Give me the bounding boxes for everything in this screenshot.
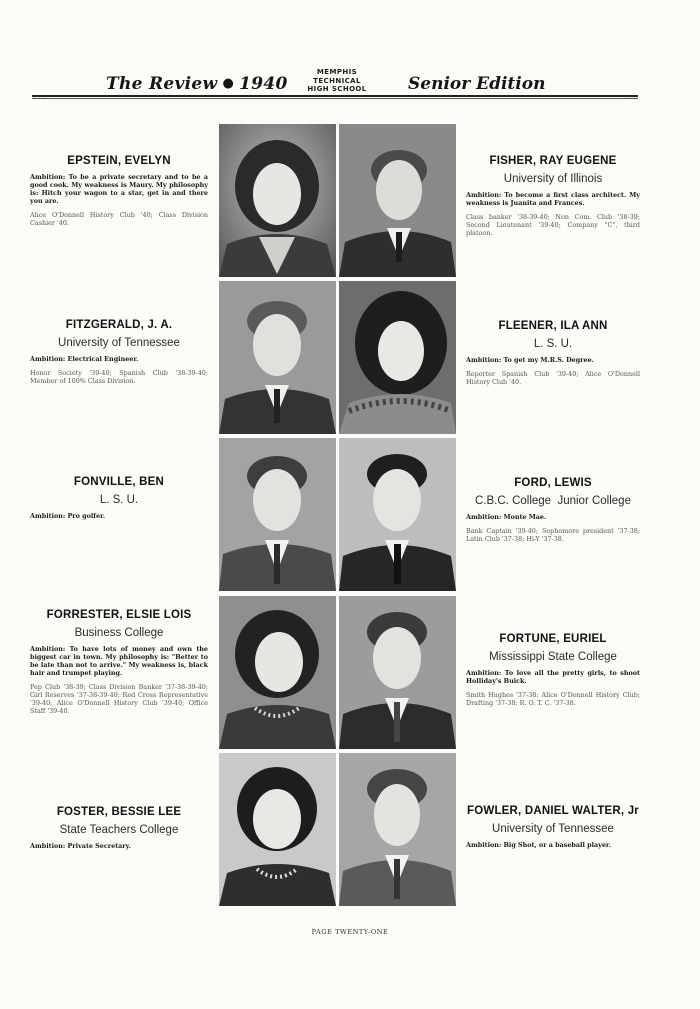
school-line-2: TECHNICAL xyxy=(313,76,361,85)
senior-activities: Reporter Spanish Club '39-40; Alice O'Donnell History Club '40. xyxy=(466,370,640,386)
senior-college: University of Tennessee xyxy=(492,823,614,835)
school-line-3: HIGH SCHOOL xyxy=(307,85,367,93)
senior-entry-fitzgerald xyxy=(30,319,208,385)
portrait-foster xyxy=(219,753,336,906)
portrait-fleener xyxy=(339,281,456,434)
senior-college: Mississippi State College xyxy=(489,651,617,663)
portrait-fonville xyxy=(219,438,336,591)
senior-activities: Pep Club '38-39; Class Division Banker '37-38-39-40; Girl Reserves '37-38-39-40; Red Cross Representative '39-40; Alice O'Donnell History Club '39-40; Office Staff '39-40. xyxy=(30,683,208,715)
senior-entry-foster xyxy=(30,806,208,850)
senior-name: FOWLER, DANIEL WALTER, Jr xyxy=(467,805,639,817)
senior-name: FORRESTER, ELSIE LOIS xyxy=(46,609,192,621)
page-number: PAGE TWENTY-ONE xyxy=(311,928,389,936)
senior-entry-epstein xyxy=(30,155,208,227)
senior-ambition: Ambition: To be a private secretary and to be a good cook. My weakness is Maury. My philosophy is: Hitch your wagon to a star, get in and there you are. xyxy=(30,173,208,205)
senior-college: University of Tennessee xyxy=(58,337,180,349)
senior-entry-forrester xyxy=(30,609,208,715)
school-name xyxy=(302,68,372,94)
portrait-epstein xyxy=(219,124,336,277)
senior-college: L. S. U. xyxy=(99,494,139,506)
senior-ambition: Ambition: To have lots of money and own the biggest car in town. My philosophy is: "Better to be late than not to arrive." My weakness is, black hair and trumpet playing. xyxy=(30,645,208,677)
portrait-fisher xyxy=(339,124,456,277)
senior-name: FISHER, RAY EUGENE xyxy=(489,155,617,167)
senior-activities: Bank Captain '39-40; Sophomore president '37-38; Latin Club '37-38; Hi-Y '37-38. xyxy=(466,527,640,543)
senior-name: FORD, LEWIS xyxy=(514,477,592,489)
senior-activities: Smith Hughes '37-38; Alice O'Donnell History Club; Drafting '37-38; R. O. T. C. '37-38. xyxy=(466,691,640,707)
senior-name: FONVILLE, BEN xyxy=(73,476,165,488)
senior-name: FITZGERALD, J. A. xyxy=(65,319,173,331)
senior-ambition: Ambition: To become a first class architect. My weakness is Juanita and Frances. xyxy=(466,191,640,207)
rule-ornament-right-icon: ◦◦◦ xyxy=(624,93,637,101)
senior-name: FLEENER, ILA ANN xyxy=(498,320,608,332)
senior-activities: Honor Society '39-40; Spanish Club '38-39-40; Member of 100% Class Division. xyxy=(30,369,208,385)
senior-ambition: Ambition: Pro golfer. xyxy=(30,512,106,520)
edition-title: Senior Edition xyxy=(408,74,546,94)
title-text: The Review xyxy=(106,74,218,94)
senior-name: FOSTER, BESSIE LEE xyxy=(56,806,182,818)
senior-entry-ford xyxy=(466,477,640,543)
senior-entry-fisher xyxy=(466,155,640,237)
senior-activities: Alice O'Donnell History Club '40; Class Division Cashier '40. xyxy=(30,211,208,227)
senior-college: Business College xyxy=(74,627,164,639)
portrait-ford xyxy=(339,438,456,591)
senior-name: EPSTEIN, EVELYN xyxy=(67,155,171,167)
bullet-icon: ● xyxy=(222,76,235,91)
senior-ambition: Ambition: Electrical Engineer. xyxy=(30,355,139,363)
senior-ambition: Ambition: To love all the pretty girls, to shoot Holliday's Buick. xyxy=(466,669,640,685)
senior-college: State Teachers College xyxy=(59,824,179,836)
senior-entry-fleener xyxy=(466,320,640,386)
senior-entry-fonville xyxy=(30,476,208,520)
senior-ambition: Ambition: Private Secretary. xyxy=(30,842,131,850)
portrait-forrester xyxy=(219,596,336,749)
header-rule xyxy=(32,95,638,99)
senior-college: L. S. U. xyxy=(533,338,573,350)
portrait-fitzgerald xyxy=(219,281,336,434)
portrait-fowler xyxy=(339,753,456,906)
year-text: 1940 xyxy=(239,74,288,94)
senior-entry-fowler xyxy=(466,805,640,849)
senior-entry-fortune xyxy=(466,633,640,707)
senior-ambition: Ambition: Big Shot, or a baseball player. xyxy=(466,841,611,849)
publication-title xyxy=(106,74,288,94)
school-line-1: MEMPHIS xyxy=(316,68,358,76)
portrait-fortune xyxy=(339,596,456,749)
rule-ornament-left-icon: ◦◦◦ xyxy=(33,93,46,101)
senior-college: University of Illinois xyxy=(503,173,603,185)
senior-ambition: Ambition: To get my M.R.S. Degree. xyxy=(466,356,594,364)
senior-activities: Class banker '38-39-40; Non Com. Club '38-39; Second Lieutenant '39-40; Company "C", third platoon. xyxy=(466,213,640,237)
senior-college: C.B.C. College Junior College xyxy=(475,495,631,507)
senior-name: FORTUNE, EURIEL xyxy=(499,633,607,645)
senior-ambition: Ambition: Monte Mae. xyxy=(466,513,547,521)
